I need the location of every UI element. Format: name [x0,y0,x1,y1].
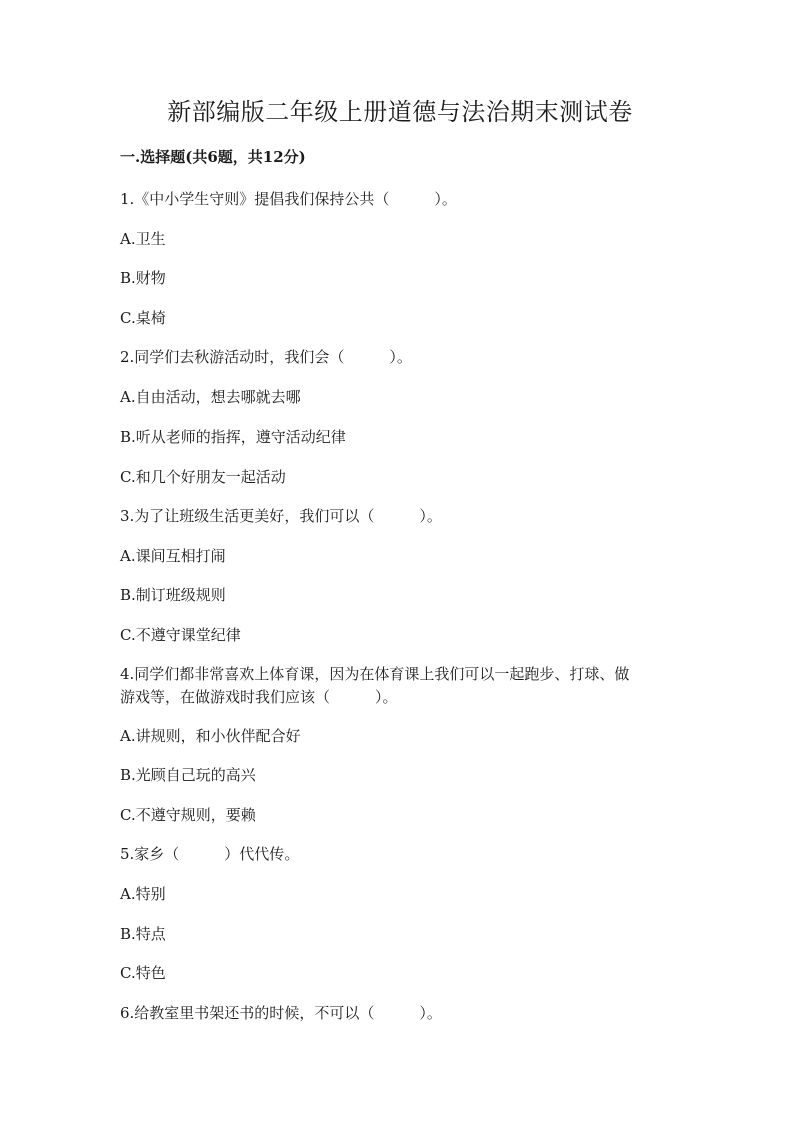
question-1-option-b: B.财物 [120,269,166,287]
question-3-option-b: B.制订班级规则 [120,586,226,604]
question-4-option-a: A.讲规则，和小伙伴配合好 [120,727,301,745]
question-3-option-c: C.不遵守课堂纪律 [120,626,241,644]
question-4-stem-line-1: 4.同学们都非常喜欢上体育课，因为在体育课上我们可以一起跑步、打球、做 [120,665,630,683]
question-5-stem: 5.家乡（ ）代代传。 [120,845,300,863]
question-1-option-c: C.桌椅 [120,309,166,327]
question-4-option-c: C.不遵守规则，要赖 [120,806,256,824]
question-5-option-c: C.特色 [120,964,166,982]
question-2-stem: 2.同学们去秋游活动时，我们会（ ）。 [120,348,412,366]
question-3-stem: 3.为了让班级生活更美好，我们可以（ ）。 [120,507,442,525]
page-title: 新部编版二年级上册道德与法治期末测试卷 [167,98,633,126]
question-4-option-b: B.光顾自己玩的高兴 [120,766,256,784]
question-1-stem: 1.《中小学生守则》提倡我们保持公共（ ）。 [120,190,457,208]
question-5-option-b: B.特点 [120,925,166,943]
question-2-option-b: B.听从老师的指挥，遵守活动纪律 [120,428,346,446]
question-3-option-a: A.课间互相打闹 [120,547,226,565]
question-4-stem-line-2: 游戏等，在做游戏时我们应该（ ）。 [120,688,398,706]
question-2-option-a: A.自由活动，想去哪就去哪 [120,388,301,406]
question-2-option-c: C.和几个好朋友一起活动 [120,468,286,486]
question-1-option-a: A.卫生 [120,230,166,248]
section-heading: 一.选择题(共6题，共12分) [120,148,306,166]
question-5-option-a: A.特别 [120,885,166,903]
question-6-stem: 6.给教室里书架还书的时候，不可以（ ）。 [120,1004,442,1022]
